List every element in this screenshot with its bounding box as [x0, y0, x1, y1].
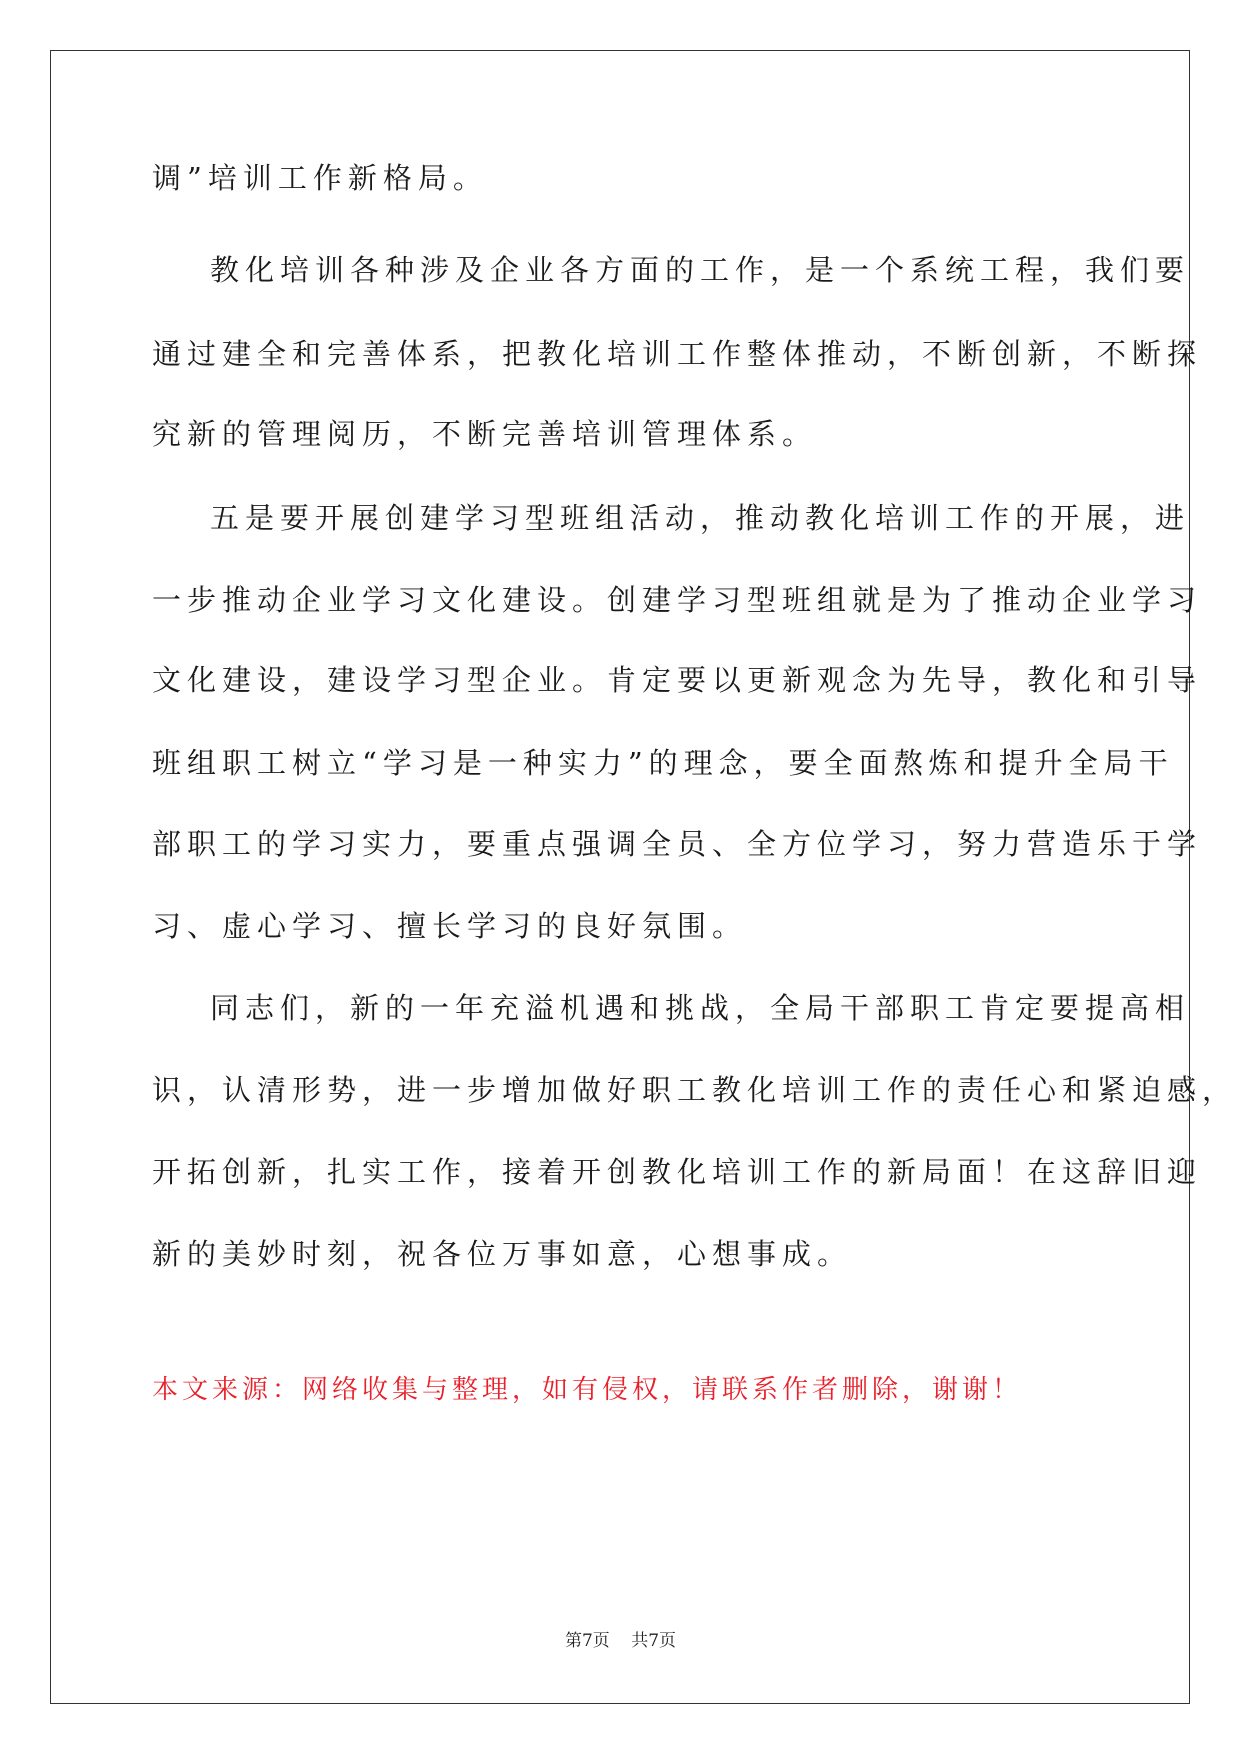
- paragraph-line: 同志们，新的一年充溢机遇和挑战，全局干部职工肯定要提高相: [210, 991, 1191, 1025]
- paragraph-line: 文化建设，建设学习型企业。肯定要以更新观念为先导，教化和引导: [152, 663, 1203, 697]
- page-number: 第7页: [564, 1631, 610, 1651]
- paragraph-line: 新的美妙时刻，祝各位万事如意，心想事成。: [152, 1237, 853, 1271]
- paragraph-line: 部职工的学习实力，要重点强调全员、全方位学习，努力营造乐于学: [152, 827, 1203, 861]
- paragraph-line: 教化培训各种涉及企业各方面的工作，是一个系统工程，我们要: [210, 253, 1191, 287]
- page-total: 共7页: [631, 1631, 677, 1651]
- source-note: 本文来源：网络收集与整理，如有侵权，请联系作者删除，谢谢！: [152, 1375, 1023, 1405]
- paragraph-line: 究新的管理阅历，不断完善培训管理体系。: [152, 417, 818, 451]
- paragraph-line: 调”培训工作新格局。: [152, 161, 488, 195]
- paragraph-line: 班组职工树立“学习是一种实力”的理念，要全面熬炼和提升全局干: [152, 746, 1174, 780]
- paragraph-line: 五是要开展创建学习型班组活动，推动教化培训工作的开展，进: [210, 501, 1191, 535]
- page-footer: [0, 1626, 1241, 1651]
- page-frame: [50, 50, 1190, 1704]
- paragraph-line: 习、虚心学习、擅长学习的良好氛围。: [152, 909, 748, 943]
- paragraph-line: 一步推动企业学习文化建设。创建学习型班组就是为了推动企业学习: [152, 583, 1203, 617]
- paragraph-line: 开拓创新，扎实工作，接着开创教化培训工作的新局面！在这辞旧迎: [152, 1155, 1203, 1189]
- paragraph-line: 识，认清形势，进一步增加做好职工教化培训工作的责任心和紧迫感，: [152, 1073, 1238, 1107]
- paragraph-line: 通过建全和完善体系，把教化培训工作整体推动，不断创新，不断探: [152, 337, 1203, 371]
